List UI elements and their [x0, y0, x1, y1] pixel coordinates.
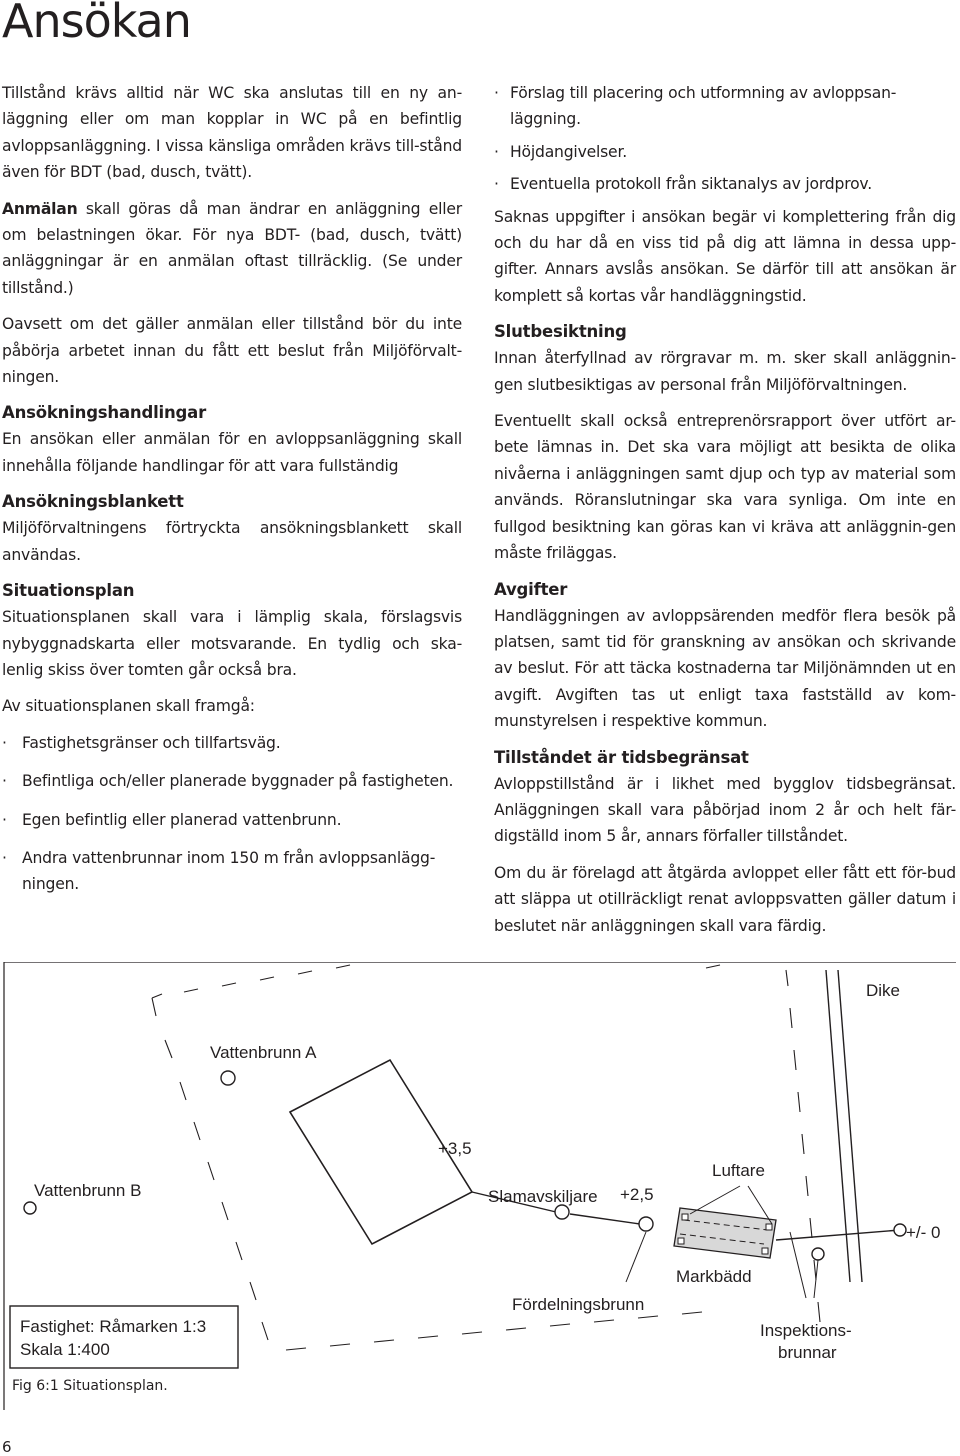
- situationsplan-bullet-list: [2, 730, 462, 898]
- bullet-dot: ·: [494, 84, 499, 102]
- oavsett-paragraph: Oavsett om det gäller anmälan eller tillstånd bör du inte påbörja arbetet innan du fått ett beslut från Miljöförvalt-ningen.: [2, 315, 462, 387]
- handlingar-paragraph: En ansökan eller anmälan för en avloppsanläggning skall innehålla följande handlingar för att vara fullständig: [2, 430, 462, 475]
- luftare-label: Luftare: [712, 1161, 765, 1180]
- vattenbrunn-b-label: Vattenbrunn B: [34, 1181, 142, 1200]
- anmalan-paragraph: [2, 196, 462, 302]
- situationsplan-paragraph: Situationsplanen skall vara i lämplig skala, förslagsvis nybyggnadskarta eller motsvarande. En tydlig och ska-lenlig skiss över tomten går också bra.: [2, 608, 462, 679]
- luftare-pointer-1: [690, 1186, 740, 1214]
- situationsplan-figure: [0, 962, 960, 1410]
- intro-paragraph: Tillstånd krävs alltid när WC ska anslutas till en ny an-läggning eller om man kopplar in WC på en befintlig avloppsanläggning. I vissa känsliga områden krävs till-stånd även för BDT (bad, dusch, tvätt).: [2, 84, 462, 182]
- komplettering-paragraph: Saknas uppgifter i ansökan begär vi komplettering från dig och du har då en viss tid på dig att lämna in dessa upp-gifter. Annars avslås ansökan. Se därför till att ansökan är komplett så kortas vår handläggningstid.: [494, 207, 956, 305]
- list-item: [494, 171, 956, 197]
- list-item: [2, 768, 462, 794]
- bullet-text: Förslag till placering och utformning av avloppsan-läggning.: [510, 84, 897, 129]
- tidsbegransat-paragraph: Avloppstillstånd är i likhet med bygglov tidsbegränsat. Anläggningen skall vara påbörjad inom 2 år och helt fär-digställd inom 5 år, annars förfaller tillståndet.: [494, 774, 956, 846]
- outlet-point: [894, 1224, 906, 1236]
- right-column: [494, 80, 956, 949]
- bullet-dot: ·: [2, 810, 7, 829]
- fordelningsbrunn-well: [639, 1217, 653, 1231]
- vattenbrunn-a-label: Vattenbrunn A: [210, 1043, 317, 1062]
- list-item: [2, 807, 462, 833]
- bullet-text: Egen befintlig eller planerad vattenbrunn.: [22, 810, 342, 829]
- slutbesiktning-paragraph: Innan återfyllnad av rörgravar m. m. sker skall anläggnin-gen slutbesiktigas av personal från Miljöförvaltningen.: [494, 349, 956, 394]
- entreprenorsrapport-paragraph: Eventuellt skall också entreprenörsrapport över utfört ar-bete lämnas in. Det ska vara möjligt att besikta de olika nivåerna i anläggningen samt djup och typ av material som används. Röranslutningar ska vara synliga. Om inte en fullgod besiktning kan göras kan vi kräva att anläggnin-gen måste friläggas.: [494, 412, 956, 563]
- heading-ansokningshandlingar: Ansökningshandlingar: [2, 403, 207, 423]
- bullet-dot: ·: [2, 733, 7, 752]
- page-number: 6: [2, 1438, 12, 1456]
- framga-paragraph: Av situationsplanen skall framgå:: [2, 697, 255, 716]
- figure-caption: Fig 6:1 Situationsplan.: [12, 1378, 168, 1394]
- bullet-dot: ·: [2, 772, 7, 791]
- page-title: Ansökan: [2, 0, 191, 48]
- heading-situationsplan: Situationsplan: [2, 581, 135, 601]
- heading-ansokningsblankett: Ansökningsblankett: [2, 492, 184, 512]
- outlet-elevation-label: +/- 0: [906, 1223, 941, 1242]
- inspektionsbrunnar-label-line2: brunnar: [778, 1343, 837, 1362]
- blankett-paragraph: Miljöförvaltningens förtryckta ansökningsblankett skall användas.: [2, 519, 462, 564]
- septic-elevation-label: +2,5: [620, 1185, 654, 1204]
- bullet-text: Höjdangivelser.: [510, 142, 627, 161]
- bullet-text: Andra vattenbrunnar inom 150 m från avloppsanlägg-ningen.: [22, 848, 436, 894]
- skala-label: Skala 1:400: [20, 1340, 110, 1359]
- inspektionsbrunn-pointer-2: [790, 1232, 806, 1298]
- heading-avgifter: Avgifter: [494, 579, 568, 599]
- house-elevation-label: +3,5: [438, 1139, 472, 1158]
- inspektionsbrunn-well: [812, 1248, 824, 1260]
- bullet-text: Eventuella protokoll från siktanalys av jordprov.: [510, 175, 872, 194]
- bullet-text: Fastighetsgränser och tillfartsväg.: [22, 733, 281, 752]
- anmalan-bold: Anmälan: [2, 199, 78, 218]
- dike-label: Dike: [866, 981, 901, 1000]
- bullet-dot: ·: [494, 175, 499, 194]
- markbadd-bed: [674, 1208, 776, 1258]
- slamavskiljare-label: Slamavskiljare: [488, 1187, 598, 1206]
- markbadd-label: Markbädd: [676, 1267, 752, 1286]
- vattenbrunn-b-well: [24, 1202, 36, 1214]
- property-boundary-lines: [152, 962, 820, 1350]
- heading-slutbesiktning: Slutbesiktning: [494, 322, 627, 342]
- fordelningsbrunn-label: Fördelningsbrunn: [512, 1295, 645, 1314]
- vattenbrunn-a-well: [221, 1071, 235, 1085]
- bullet-dot: ·: [2, 848, 7, 867]
- slamavskiljare-tank: [555, 1205, 569, 1219]
- bullet-text: Befintliga och/eller planerade byggnader på fastigheten.: [22, 772, 454, 791]
- situationsplan-diagram: [0, 962, 960, 1410]
- list-item: [2, 845, 462, 898]
- inspektionsbrunnar-label-line1: Inspektions-: [760, 1321, 852, 1340]
- left-column: [2, 80, 462, 910]
- fordelningsbrunn-pointer: [626, 1232, 646, 1282]
- heading-tillstandet: Tillståndet är tidsbegränsat: [494, 747, 749, 767]
- list-item: [494, 139, 956, 165]
- bullet-dot: ·: [494, 142, 499, 161]
- list-item: [494, 80, 956, 133]
- fastighet-label: Fastighet: Råmarken 1:3: [20, 1317, 207, 1336]
- list-item: [2, 730, 462, 756]
- situationsplan-bullet-list-continued: [494, 80, 956, 198]
- avgifter-paragraph: Handläggningen av avloppsärenden medför flera besök på platsen, samt tid för granskning av ansökan och skrivande av beslut. För att täcka kostnaderna tar Miljönämnden ut en avgift. Avgiften tas ut enligt taxa fastställd av kom-munstyrelsen i respektive kommun.: [494, 606, 956, 731]
- forelagd-paragraph: Om du är förelagd att åtgärda avloppet eller fått ett för-bud att släppa ut otillräckligt renat avloppsvatten gäller datum i beslutet när anläggningen skall vara färdig.: [494, 863, 956, 935]
- anmalan-text: skall göras då man ändrar en anläggning eller om belastningen ökar. För nya BDT- (bad, dusch, tvätt) anläggningar är en anmälan oftast tillräcklig. (Se under tillstånd.): [2, 199, 462, 297]
